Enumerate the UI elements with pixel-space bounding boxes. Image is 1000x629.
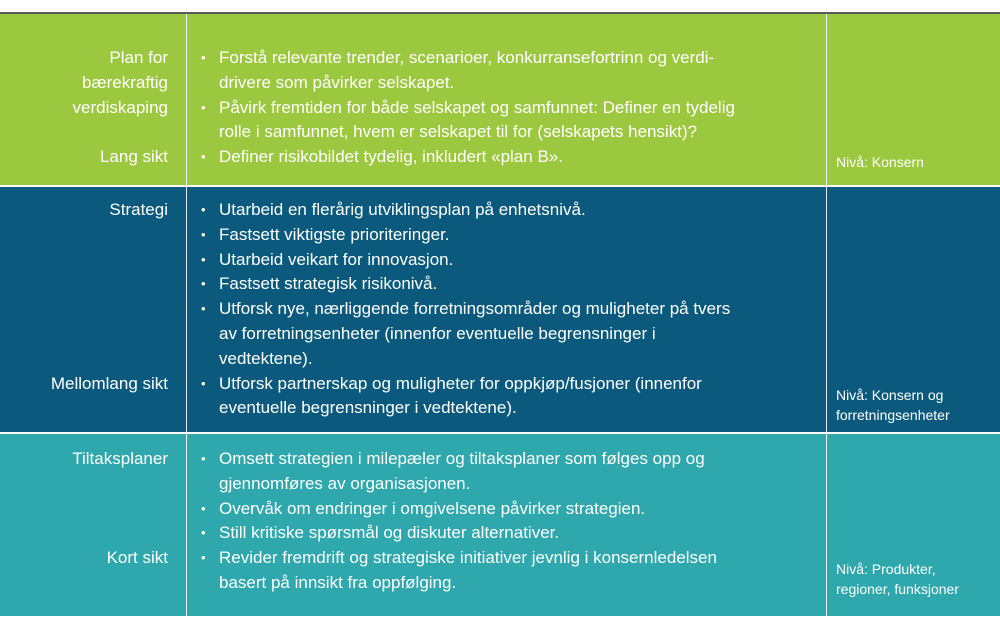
bullet-line: • Still kritiske spørsmål og diskuter alternativer.	[187, 521, 826, 546]
level-cell	[836, 153, 996, 173]
bullet-line: gjennomføres av organisasjonen.	[219, 473, 471, 493]
bullet-line: rolle i samfunnet, hvem er selskapet til for (selskapets hensikt)?	[219, 122, 698, 142]
strategy-table	[0, 12, 1000, 616]
bullet-line: av forretningsenheter (innenfor eventuelle begrensninger i	[219, 323, 656, 343]
row-label	[0, 46, 168, 170]
bullet-line: • Fastsett strategisk risikonivå.	[187, 272, 826, 297]
level-cell	[836, 386, 996, 425]
label-line: bærekraftig	[82, 72, 168, 92]
bullet-line: • Fastsett viktigste prioriteringer.	[187, 223, 826, 248]
label-line	[0, 248, 168, 273]
level-line: forretningsenheter	[836, 406, 950, 423]
bullet-item	[187, 46, 826, 96]
label-line	[0, 223, 168, 248]
bullet-item	[187, 272, 826, 297]
label-line	[0, 472, 168, 497]
bullet-cell	[186, 14, 827, 185]
bullet-item	[187, 497, 826, 522]
bullet-item	[187, 372, 826, 422]
level-line: Nivå: Konsern	[836, 153, 924, 170]
row-short-term	[0, 434, 1000, 616]
label-line	[0, 272, 168, 297]
row-medium-term	[0, 187, 1000, 432]
label-line	[0, 497, 168, 522]
bullet-line: • Utarbeid en flerårig utviklingsplan på enhetsnivå.	[187, 198, 826, 223]
label-line: verdiskaping	[72, 97, 168, 117]
bullet-line: • Revider fremdrift og strategiske initiativer jevnlig i konsernledelsen	[187, 546, 826, 571]
bullet-line: basert på innsikt fra oppfølging.	[219, 572, 457, 592]
bullet-item	[187, 223, 826, 248]
bullet-item	[187, 447, 826, 497]
row-label	[0, 198, 168, 396]
level-line: Nivå: Konsern og	[836, 387, 944, 403]
bullet-line: • Utforsk nye, nærliggende forretningsområder og muligheter på tvers	[187, 297, 826, 322]
bullet-line: • Omsett strategien i milepæler og tiltaksplaner som følges opp og	[187, 447, 826, 472]
level-line: Nivå: Produkter,	[836, 561, 936, 577]
label-line	[0, 120, 168, 145]
bullet-item	[187, 96, 826, 146]
label-line	[0, 347, 168, 372]
bullet-item	[187, 297, 826, 371]
bullet-line: vedtektene).	[219, 348, 313, 368]
label-line: Mellomlang sikt	[50, 373, 168, 393]
bullet-item	[187, 145, 826, 170]
bullet-line: • Overvåk om endringer i omgivelsene påvirker strategien.	[187, 497, 826, 522]
bullet-line: • Definer risikobildet tydelig, inkludert «plan B».	[187, 145, 826, 170]
bullet-line: • Påvirk fremtiden for både selskapet og samfunnet: Definer en tydelig	[187, 96, 826, 121]
row-long-term	[0, 14, 1000, 185]
label-line: Lang sikt	[99, 147, 168, 167]
label-line	[0, 521, 168, 546]
bullet-cell	[186, 187, 827, 432]
level-cell	[836, 560, 996, 599]
label-line	[0, 297, 168, 322]
label-line: Tiltaksplaner	[72, 449, 168, 468]
bullet-line: drivere som påvirker selskapet.	[219, 72, 455, 92]
label-line	[0, 322, 168, 347]
bullet-item	[187, 248, 826, 273]
bullet-item	[187, 546, 826, 596]
bullet-line: • Utforsk partnerskap og muligheter for oppkjøp/fusjoner (innenfor	[187, 372, 826, 397]
bullet-line: • Forstå relevante trender, scenarioer, konkurransefortrinn og verdi-	[187, 46, 826, 71]
bullet-line: • Utarbeid veikart for innovasjon.	[187, 248, 826, 273]
level-line: regioner, funksjoner	[836, 580, 959, 597]
bullet-line: eventuelle begrensninger i vedtektene).	[219, 398, 517, 418]
bullet-cell	[186, 434, 827, 616]
row-label	[0, 447, 168, 571]
label-line: Kort sikt	[106, 548, 168, 568]
bullet-item	[187, 198, 826, 223]
label-line: Strategi	[109, 200, 168, 219]
bullet-item	[187, 521, 826, 546]
label-line: Plan for	[109, 48, 168, 67]
